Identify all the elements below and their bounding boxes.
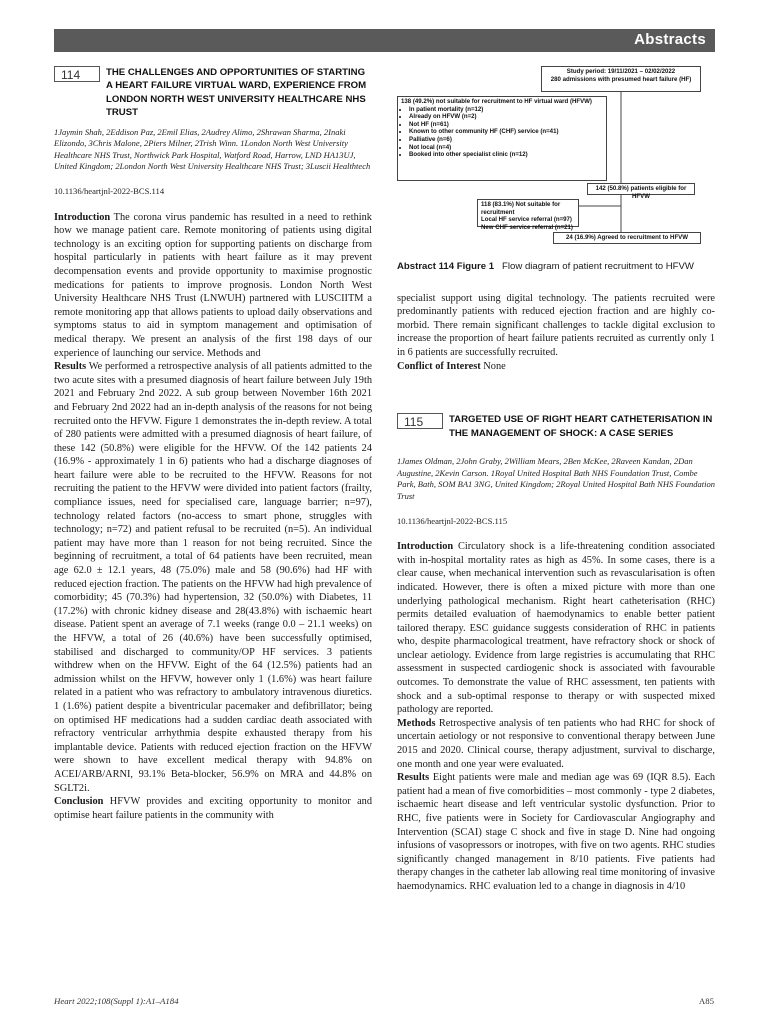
abstract-114-header — [54, 66, 372, 120]
not-suitable-head: 138 (49.2%) not suitable for recruitment to HF virtual ward (HFVW) — [401, 98, 592, 105]
footer-page-number: A85 — [698, 996, 714, 1006]
coi-text: None — [483, 360, 506, 372]
abstract-doi: 10.1136/heartjnl-2022-BCS.114 — [54, 186, 165, 196]
abstract-title: THE CHALLENGES AND OPPORTUNITIES OF STARTING A HEART FAILURE VIRTUAL WARD, EXPERIENCE FROM LONDON NORTH WEST UNIVERSITY HEALTHCARE NHS TRUST — [106, 67, 367, 119]
list-item: • Already on HFVW (n=2) — [409, 113, 603, 121]
new-chf-referral: New CHF service referral (n=21) — [481, 223, 573, 231]
intro-label: Introduction — [54, 211, 111, 223]
conclusion-text-part1: HFVW provides and exciting opportunity to monitor and optimise heart failure patients in the community with — [54, 796, 373, 821]
abstract-number: 114 — [54, 66, 100, 82]
intro-text: The corona virus pandemic has resulted in a need to rethink how we manage patient care. Remote monitoring of patients using digital technology is an exciting option for supporting patients on discharge from hospital particularly in patients with heart failure as it may prevent decompensation events and provide opportunity to maximise prognostic medications for patients to improve prognosis. London North West University Healthcare NHS Trust (LNWUH) partnered with LUSCIITM a remote monitoring app that allows patients to upload daily observations and symptoms status to aid in symptom management and optimisation of medical therapy. We present an analysis of the first 198 days of our experience of launching our service. Methods and — [54, 211, 372, 359]
abstract-115-body — [397, 540, 715, 893]
conclusion-label: Conclusion — [54, 796, 104, 808]
figure-caption — [397, 260, 715, 274]
flow-diagram-figure — [397, 66, 715, 254]
footer-journal: Heart 2022;108(Suppl 1):A1–A184 — [54, 996, 179, 1006]
abstract-115-header — [397, 413, 715, 453]
agreed-box: 24 (16.9%) Agreed to recruitment to HFVW — [553, 232, 701, 244]
methods-text: Retrospective analysis of ten patients who had RHC for shock of uncertain aetiology or not responsive to conventional therapy between June 2015 and 2020. Clinical course, therapy adjustment, survival to discharge, one month and one year were evaluated. — [397, 717, 715, 770]
abstract-authors: 1James Oldman, 2John Graby, 2William Mears, 2Ben McKee, 2Raveen Kandan, 2Dan Augustine, 2Kevin Carson. 1Royal United Hospital Bath NHS Foundation Trust, Combe Park, Bath, SOM BA1 3NG, United Kingdom; 2Royal United Hospital Bath NHS Foundation Trust — [397, 456, 716, 501]
intro-text: Circulatory shock is a life-threatening condition associated with in-hospital mortality rates as high as 45%. In some cases, there is a clear cause, when mechanical intervention such as revascularisation is often indicated. However, there is often a mixed picture with more than one underlying pathological mechanism. Right heart catheterisation (RHC) permits detailed evaluation of haemodynamics to enable better patient tailored therapy. ESC guidance suggests consideration of RHC in patients who, despite pharmacological treatment, have refractory shock or shock of unclear aetiology. Evidence from large registries is accumulating that RHC assessment in suspected cardiogenic shock is associated with favourable outcomes. To demonstrate the value of RHC assessment, ten patients with shock and a sub-optimal response to therapy or with suspected mixed pathology are reported. — [397, 541, 715, 716]
figure-caption-label: Abstract 114 Figure 1 — [397, 261, 495, 272]
not-suitable-box — [397, 96, 607, 181]
not-recruited-box — [477, 199, 579, 231]
results-label: Results — [54, 361, 87, 373]
abstract-authors: 1Jaymin Shah, 2Eddison Paz, 2Emil Elias, 2Audrey Alimo, 2Shrawan Sharma, 2Inaki Elizondo, 3Chris Malone, 2Piers Milner, 2Trish Winn. 1London North West University Healthcare NHS Trust, Northwick Park Hospital, Watford Road, Harrow, LND HA13UJ, United Kingdom; 2London North West University Healthcare NHS Trust; 3Luscii Healthtech — [54, 126, 371, 172]
right-column — [397, 66, 715, 894]
eligible-box: 142 (50.8%) patients eligible for HFVW — [587, 183, 695, 195]
admissions-text: 280 admissions with presumed heart failure (HF) — [550, 75, 692, 83]
list-item: • Not HF (n=61) — [409, 121, 603, 129]
results-text: We performed a retrospective analysis of all patients admitted to the two acute sites with a presumed diagnosis of heart failure between July 19th 2021 and February 2nd 2022. A sub group between November 16th 2021 and February 2nd 2022 had an in-depth analysis of the reasons for not being recruited onto the HFVW. Figure 1 demonstrates the in-depth review. A total of 280 patients were admitted with a presumed diagnosis of heart failure, of these 142 (50.8%) were eligible for the HFVW. Of the 142 patients 24 (16.9% - approximately 1 in 6) patients who had a discharge diagnoses of heart failure were able to be recruited to the HFVW. Reasons for not recruiting the patient to the HFVW were divided into patient factors (frailty, compliance issues, need for specialised care, language barrier; n=97), technology related factors (no-access to smart phone, struggles with technology; n=72) and patient refusal to be recruited (n=5). An individual patient may have more than 1 reason for not being recruited. Since the beginning of recruitment, a total of 64 patients have been recruited, mean age 62.0 ± 12.1 years, 48 (75.0%) male and 58 (90.6%) had HF with reduced ejection fraction. The patients on the HFVW had high prevalence of comorbidity; 45 (70.3%) had hypertension, 32 (50.0%) with Diabetes, 11 (17.2%) with chronic kidney disease and 28(43.8%) with ischaemic heart disease. Patient spent an average of 7.1 weeks (range 0.0 – 21.1 weeks) on the HFVW, a total of 26 (40.6%) have been successfully optimised, stabilised and discharged to community/OP HF services. 3 patients withdrew when on the HFVW. Eight of the 64 (12.5%) patients had an admission whilst on the HFVW, however only 1 (1.6%) was heart failure related in a patient who was refractory to ambulatory intravenous diuretics. 1 (1.6%) patient despite a biventricular pacemaker and defibrillator; being on optimised HF medications had a sudden cardiac death associated with refractory ventricular arrhythmia despite exhausted therapy from his implantable device. Patients with reduced ejection fraction on the HFVW were shown to have excellent medical therapy with 94.8% on ACEI/ARB/ARNI, 93.1% Beta-blocker, 56.9% on MRA and 44.8% on SGLT2i. — [54, 361, 372, 794]
results-text: Eight patients were male and median age was 69 (IQR 8.5). Each patient had a mean of five comorbidities – most commonly - type 2 diabetes, ischaemic heart disease and left ventricular systolic dysfunction. Prior to RHC, five patients were in Society for Cardiovascular Angiography and Intervention (SCAI) stage C shock and five in stage D. Nine had ongoing infusions of vasopressors or inotropes, with five on two agents. RHC studies significantly changed management in 8/10 patients. Five patients had therapy changes in the catheter lab allowing real time monitoring of invasive haemodynamics. RHC evaluation led to a change in diagnosis in 4/10 — [397, 772, 715, 892]
local-hf-referral: Local HF service referral (n=97) — [481, 216, 572, 224]
left-column — [54, 66, 372, 822]
list-item: • In patient mortality (n=12) — [409, 106, 603, 114]
section-title: Abstracts — [634, 31, 706, 48]
not-recruited-head: 118 (83.1%) Not suitable for recruitment — [481, 201, 561, 216]
conclusion-text-part2: specialist support using digital technology. The patients recruited were predominantly patients with reduced ejection fraction and are highly co-morbid. There remain significant challenges to tackle digital exclusion to increase the proportion of heart failure patients recruited as currently only 1 in 6 patients are successfully recruited. — [397, 292, 715, 358]
list-item: • Not local (n=4) — [409, 144, 603, 152]
list-item: • Booked into other specialist clinic (n=12) — [409, 151, 603, 159]
abstract-doi: 10.1136/heartjnl-2022-BCS.115 — [397, 515, 508, 526]
intro-label: Introduction — [397, 541, 454, 553]
list-item: • Known to other community HF (CHF) service (n=41) — [409, 128, 603, 136]
coi-label: Conflict of Interest — [397, 360, 481, 372]
not-suitable-list — [401, 106, 603, 159]
abstract-114-body — [54, 211, 372, 823]
figure-caption-text: Flow diagram of patient recruitment to HFVW — [502, 261, 694, 272]
methods-label: Methods — [397, 717, 436, 729]
abstract-title: TARGETED USE OF RIGHT HEART CATHETERISATION IN THE MANAGEMENT OF SHOCK: A CASE SERIES — [449, 414, 713, 439]
abstract-114-continuation — [397, 292, 715, 374]
section-header-bar — [54, 29, 715, 52]
results-label: Results — [397, 772, 430, 784]
list-item: • Palliative (n=6) — [409, 136, 603, 144]
abstract-number: 115 — [397, 413, 443, 429]
study-period-text: Study period: 19/11/2021 – 02/02/2022 — [566, 68, 676, 75]
